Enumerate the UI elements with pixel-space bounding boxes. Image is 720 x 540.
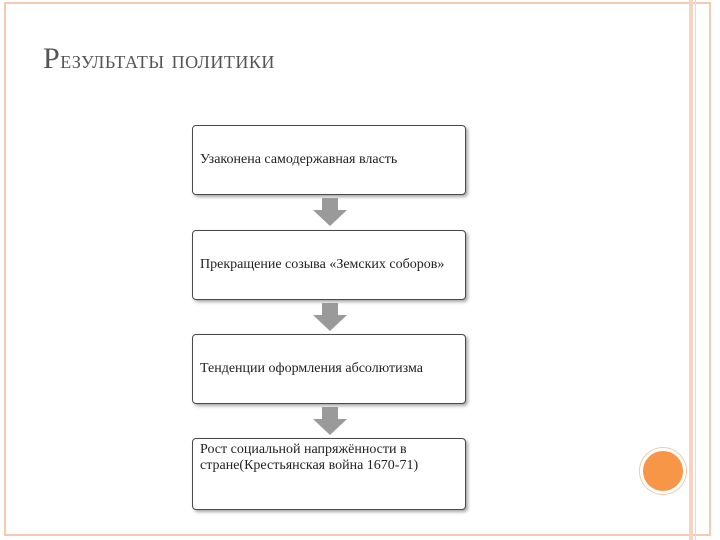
flow-step-3 bbox=[192, 334, 466, 404]
decorative-circle bbox=[640, 448, 686, 494]
down-arrow-icon bbox=[313, 407, 347, 435]
slide-title-initial: Р bbox=[43, 42, 61, 75]
flow-step-3-text: Тенденции оформления абсолютизма bbox=[200, 361, 423, 376]
flow-step-4 bbox=[192, 438, 466, 510]
slide-title-rest: езультаты политики bbox=[60, 45, 275, 74]
flow-step-4-text: Рост социальной напряжённости в стране(Крестьянская война 1670-71) bbox=[200, 442, 419, 473]
slide-title bbox=[43, 42, 275, 76]
flow-step-2-text: Прекращение созыва «Земских соборов» bbox=[200, 257, 445, 272]
flow-step-1-text: Узаконена самодержавная власть bbox=[200, 152, 398, 167]
down-arrow-icon bbox=[313, 198, 347, 226]
down-arrow-icon bbox=[313, 303, 347, 331]
flow-step-1 bbox=[192, 125, 466, 195]
decorative-line-thin bbox=[695, 0, 696, 540]
decorative-line bbox=[689, 0, 693, 540]
flow-step-2 bbox=[192, 230, 466, 300]
